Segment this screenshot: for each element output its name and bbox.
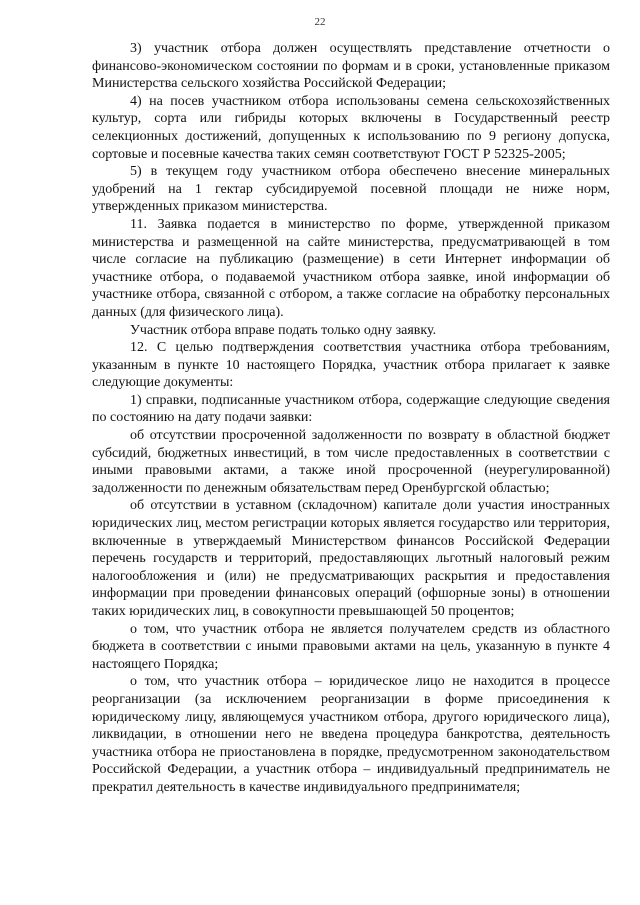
paragraph-item-1-certificates: 1) справки, подписанные участником отбора, содержащие следующие сведения по состоянию на дату подачи заявки: bbox=[92, 392, 610, 426]
paragraph-not-recipient: о том, что участник отбора не является получателем средств из областного бюджета в соответствии с иными правовыми актами на цель, указанную в пункте 4 настоящего Порядка; bbox=[92, 621, 610, 672]
paragraph-not-reorganization: о том, что участник отбора – юридическое лицо не находится в процессе реорганизации (за исключением реорганизации в форме присоединения к юридическому лицу, являющемуся участником отбора, другого юридического лица), ликвидации, в отношении него не введена процедура банкротства, деятельность участника отбора не приостановлена в порядке, предусмотренном законодательством Российской Федерации, а участник отбора – индивидуальный предприниматель не прекратил деятельность в качестве индивидуального предпринимателя; bbox=[92, 674, 610, 795]
paragraph-item-3: 3) участник отбора должен осуществлять представление отчетности о финансово-экономическом состоянии по формам и в сроки, установленные приказом Министерства сельского хозяйства Российской Федерации; bbox=[92, 41, 610, 92]
page-number: 22 bbox=[314, 16, 326, 28]
paragraph-item-5: 5) в текущем году участником отбора обеспечено внесение минеральных удобрений на 1 гектар субсидируемой посевной площади не ниже норм, утвержденных приказом министерства. bbox=[92, 164, 610, 215]
paragraph-one-application: Участник отбора вправе подать только одну заявку. bbox=[130, 322, 437, 338]
paragraph-no-foreign-share: об отсутствии в уставном (складочном) капитале доли участия иностранных юридических лиц, местом регистрации которых является государство или территория, включенные в утверждаемый Министерством финансов Российской Федерации перечень государств и территорий, предоставляющих льготный налоговый режим налогообложения и (или) не предусматривающих раскрытия и предоставления информации при проведении финансовых операций (офшорные зоны) в отношении таких юридических лиц, в совокупности превышающей 50 процентов; bbox=[92, 498, 610, 619]
document-body bbox=[92, 40, 610, 797]
paragraph-item-4: 4) на посев участником отбора использованы семена сельскохозяйственных культур, сорта или гибриды которых включены в Государственный реестр селекционных достижений, допущенных к использованию по 9 региону допуска, сортовые и посевные качества таких семян соответствуют ГОСТ Р 52325-2005; bbox=[92, 93, 610, 162]
paragraph-no-overdue-debt: об отсутствии просроченной задолженности по возврату в областной бюджет субсидий, бюджетных инвестиций, в том числе предоставленных в соответствии с иными правовыми актами, а также иной просроченной (неурегулированной) задолженности по денежным обязательствам перед Оренбургской областью; bbox=[92, 428, 610, 496]
paragraph-section-11: 11. Заявка подается в министерство по форме, утвержденной приказом министерства и размещенной на сайте министерства, предусматривающей в том числе согласие на публикацию (размещение) в сети Интернет информации об участнике отбора, о подаваемой участником отбора заявке, иной информации об участнике отбора, связанной с отбором, а также согласие на обработку персональных данных (для физического лица). bbox=[92, 216, 610, 320]
paragraph-section-12: 12. С целью подтверждения соответствия участника отбора требованиям, указанным в пункте 10 настоящего Порядка, участник отбора прилагает к заявке следующие документы: bbox=[92, 340, 610, 391]
